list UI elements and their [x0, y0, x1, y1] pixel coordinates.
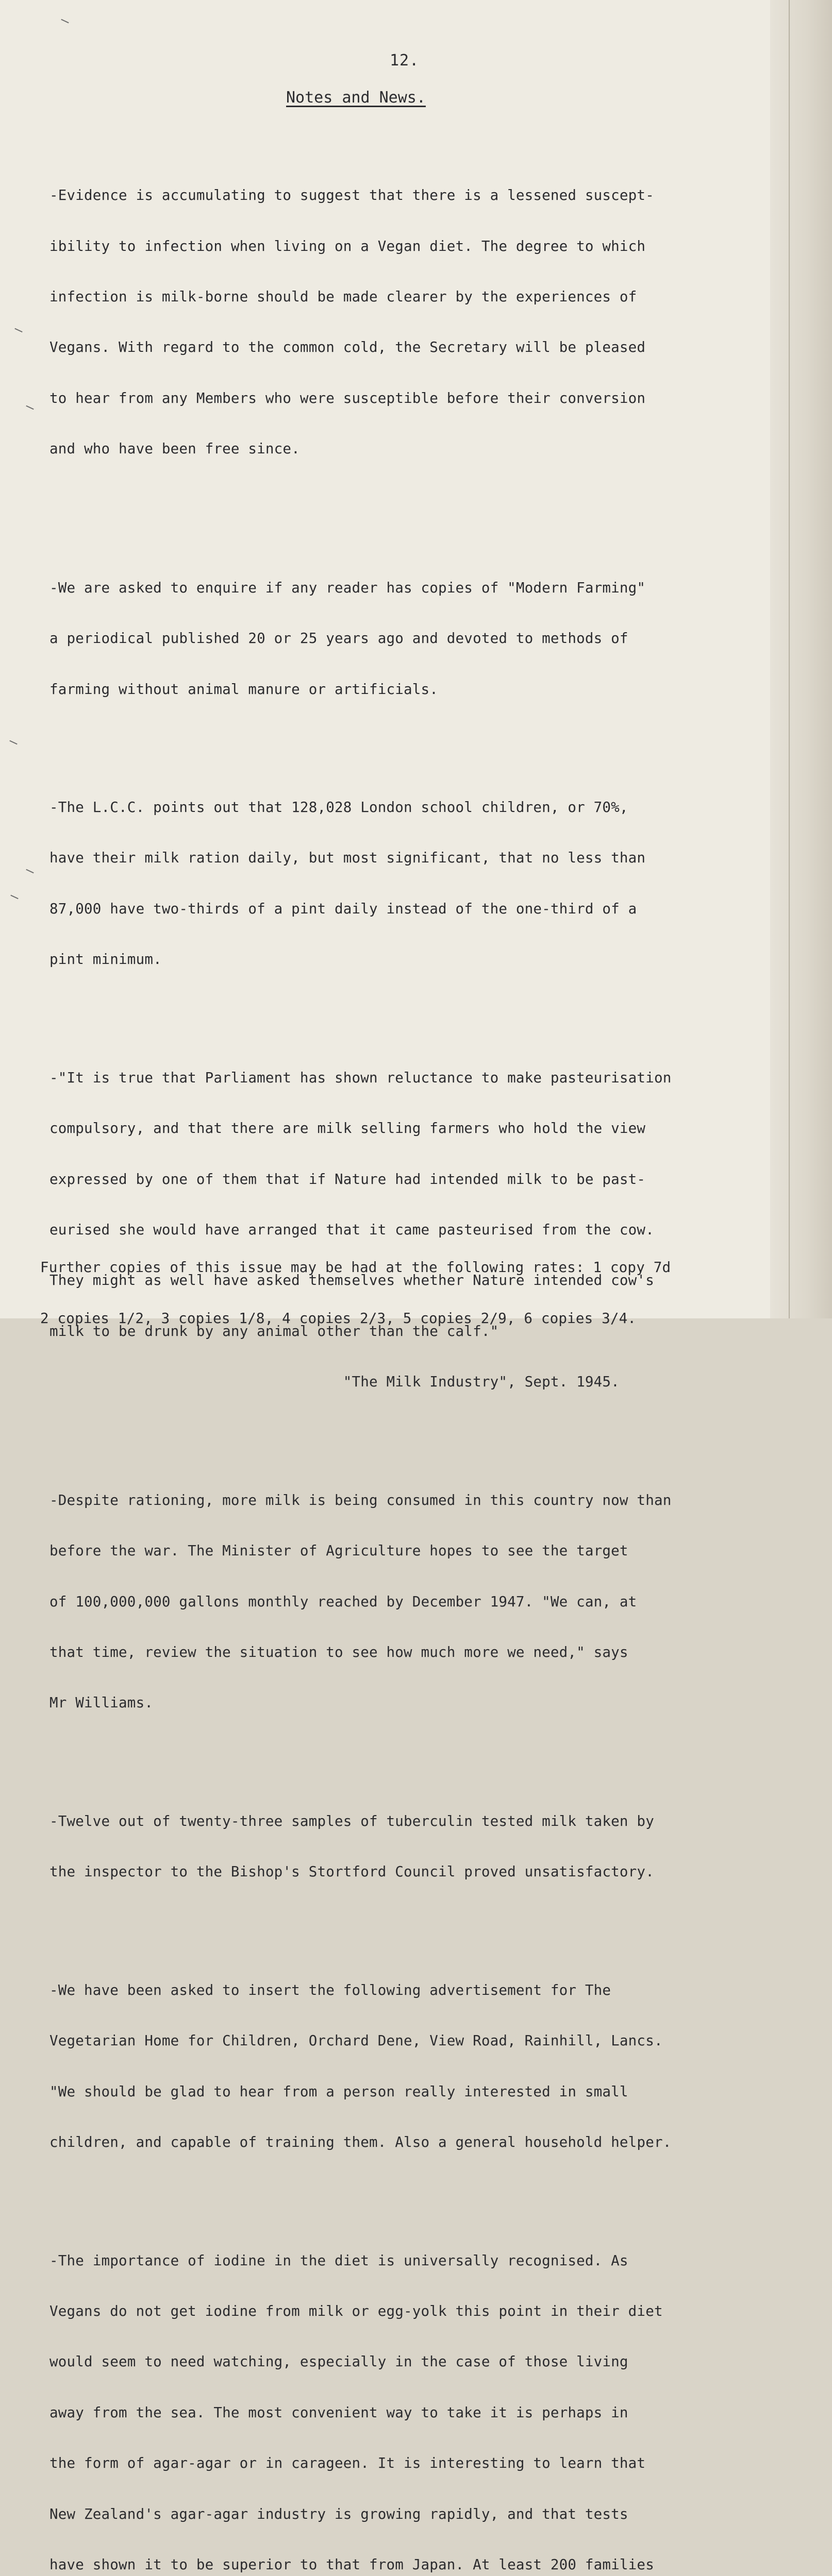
text-line: Vegans do not get iodine from milk or egg-yolk this point in their diet [49, 2303, 663, 2319]
text-line: pint minimum. [49, 951, 162, 968]
text-line: ibility to infection when living on a Vegan diet. The degree to which [49, 238, 646, 255]
margin-mark [14, 328, 22, 333]
text-line: -Twelve out of twenty-three samples of tuberculin tested milk taken by [49, 1812, 654, 1829]
margin-mark [9, 740, 17, 745]
text-line: a periodical published 20 or 25 years ago and devoted to methods of [49, 630, 628, 647]
text-line: farming without animal manure or artificials. [49, 681, 439, 698]
note-item-tuberculin [49, 1779, 787, 1914]
margin-mark [26, 869, 34, 874]
rates-footer [40, 1225, 788, 1361]
text-line: the inspector to the Bishop's Stortford Council proved unsatisfactory. [49, 1863, 654, 1880]
text-line: -Evidence is accumulating to suggest that there is a lessened suscept- [49, 187, 654, 204]
text-line: and who have been free since. [49, 440, 300, 457]
note-item-modern-farming [49, 546, 787, 732]
footer-line: Further copies of this issue may be had at the following rates: 1 copy 7d [40, 1259, 671, 1276]
text-line: would seem to need watching, especially in the case of those living [49, 2353, 628, 2370]
page-number: 12. [390, 52, 420, 70]
text-line: "We should be glad to hear from a person really interested in small [49, 2083, 628, 2100]
text-line: -The L.C.C. points out that 128,028 London school children, or 70%, [49, 799, 628, 816]
text-line: -We are asked to enquire if any reader has copies of "Modern Farming" [49, 579, 646, 596]
page-heading: Notes and News. [286, 89, 426, 107]
text-line: Mr Williams. [49, 1694, 154, 1711]
text-line: of 100,000,000 gallons monthly reached by December 1947. "We can, at [49, 1593, 637, 1610]
text-line: Vegans. With regard to the common cold, the Secretary will be pleased [49, 339, 646, 356]
text-line: -Despite rationing, more milk is being consumed in this country now than [49, 1492, 672, 1509]
text-line: eurised she would have arranged that it came pasteurised from the cow. [49, 1222, 654, 1238]
text-line: compulsory, and that there are milk selling farmers who hold the view [49, 1120, 646, 1137]
text-line: infection is milk-borne should be made clearer by the experiences of [49, 288, 637, 305]
note-item-iodine [49, 2218, 787, 2576]
citation: "The Milk Industry", Sept. 1945. [49, 1374, 620, 1391]
text-line: to hear from any Members who were susceptible before their conversion [49, 389, 646, 406]
text-line: They might as well have asked themselves whether Nature intended cow's [49, 1272, 654, 1289]
text-line: -"It is true that Parliament has shown reluctance to make pasteurisation [49, 1069, 672, 1086]
text-line: before the war. The Minister of Agriculture hopes to see the target [49, 1543, 628, 1560]
text-line: expressed by one of them that if Nature had intended milk to be past- [49, 1171, 646, 1188]
text-line: the form of agar-agar or in carageen. It is interesting to learn that [49, 2455, 646, 2472]
text-line: away from the sea. The most convenient way to take it is perhaps in [49, 2404, 628, 2421]
text-line: have their milk ration daily, but most significant, that no less than [49, 850, 646, 867]
text-line: milk to be drunk by any animal other than the calf." [49, 1323, 499, 1340]
margin-mark [10, 895, 18, 900]
text-line: children, and capable of training them. Also a general household helper. [49, 2134, 672, 2151]
text-line: Vegetarian Home for Children, Orchard Dene, View Road, Rainhill, Lancs. [49, 2032, 663, 2049]
note-item-rationing [49, 1458, 787, 1745]
note-item-lcc [49, 765, 787, 1002]
text-line: -We have been asked to insert the following advertisement for The [49, 1981, 611, 1998]
note-item-evidence [49, 154, 787, 492]
text-line: have shown it to be superior to that from Japan. At least 200 families [49, 2556, 654, 2573]
text-line: 87,000 have two-thirds of a pint daily instead of the one-third of a [49, 900, 637, 917]
note-item-advertisement [49, 1948, 787, 2184]
text-line: -The importance of iodine in the diet is universally recognised. As [49, 2252, 628, 2269]
text-line: New Zealand's agar-agar industry is growing rapidly, and that tests [49, 2505, 628, 2522]
text-line: that time, review the situation to see how much more we need," says [49, 1643, 628, 1660]
footer-line: 2 copies 1/2, 3 copies 1/8, 4 copies 2/3, 5 copies 2/9, 6 copies 3/4. [40, 1310, 637, 1327]
margin-mark [61, 19, 69, 24]
margin-mark [26, 405, 34, 410]
